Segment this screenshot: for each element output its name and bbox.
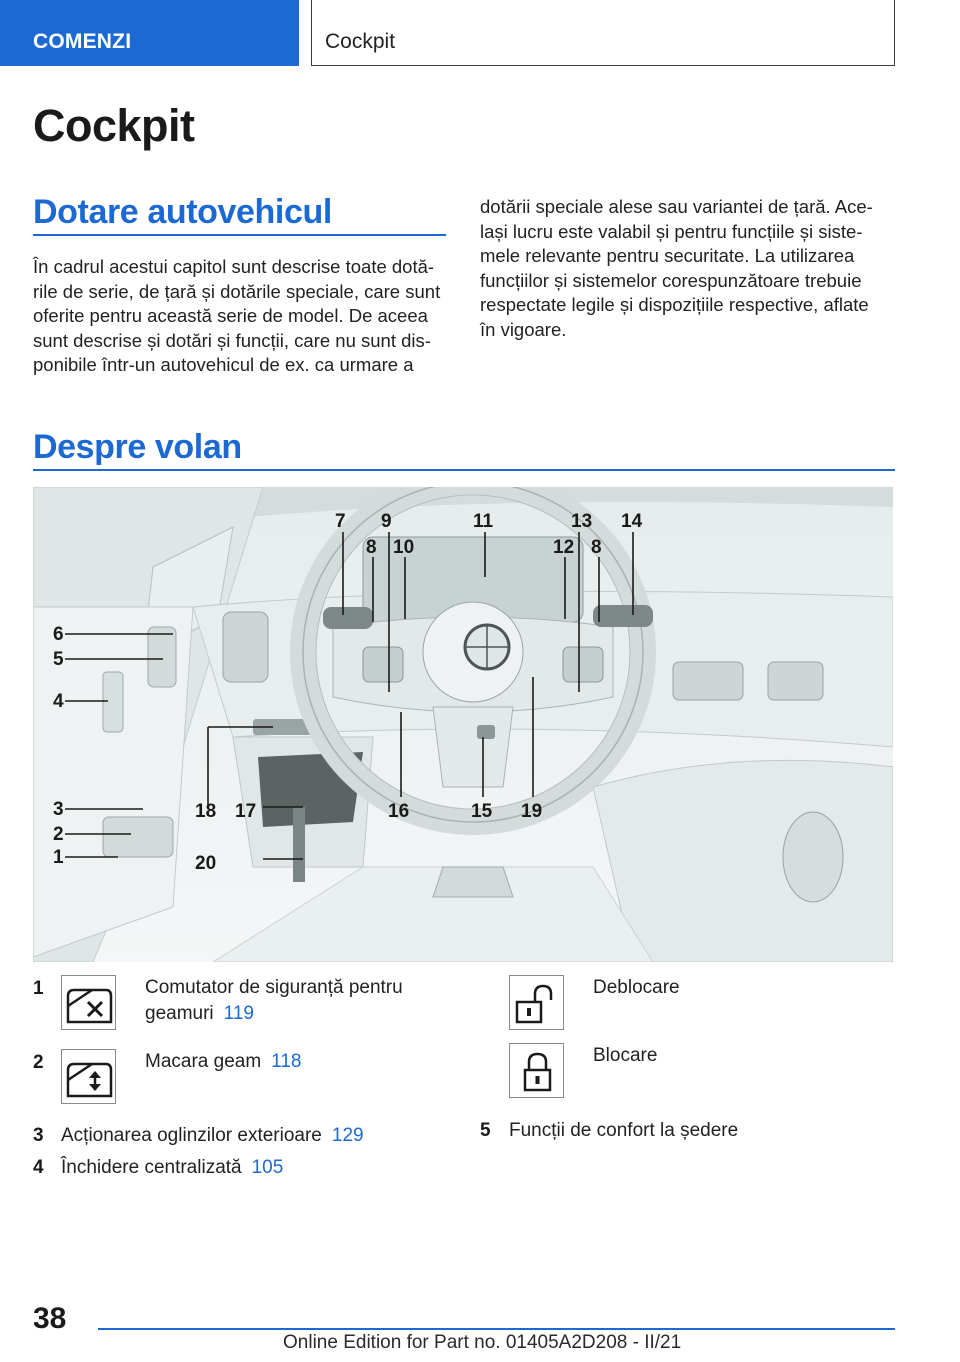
callout-18: 17 xyxy=(235,801,257,822)
section-tab[interactable]: COMENZI xyxy=(0,0,299,66)
window-safety-switch-icon xyxy=(61,975,116,1030)
footer-rule xyxy=(98,1328,895,1330)
callout-9: 9 xyxy=(381,511,392,532)
legend-item-power-window xyxy=(145,1049,301,1075)
legend-number: 3 xyxy=(33,1125,44,1146)
section-rule xyxy=(33,469,895,471)
text-line: sunt descrise și dotări și funcții, care nu sunt dis- xyxy=(33,329,431,351)
page-link[interactable]: 129 xyxy=(331,1125,364,1146)
page-number: 38 xyxy=(33,1302,67,1335)
callout-16: 15 xyxy=(471,801,493,822)
legend-number: 1 xyxy=(33,978,44,999)
callout-8-left: 8 xyxy=(366,537,377,558)
page-link[interactable]: 119 xyxy=(223,1003,254,1024)
legend-text: Închidere centralizată xyxy=(61,1157,242,1178)
callout-20: 20 xyxy=(195,853,217,874)
callout-10: 10 xyxy=(393,537,415,558)
legend-item-window-safety xyxy=(145,975,403,1027)
callout-5: 5 xyxy=(53,649,64,670)
text-line: funcțiilor și sistemelor corespunzătoare trebuie xyxy=(480,269,862,291)
page-link[interactable]: 105 xyxy=(251,1157,284,1178)
text-line: ponibile într-un autovehicul de ex. ca urmare a xyxy=(33,354,414,375)
unlock-icon xyxy=(509,975,564,1030)
cockpit-illustration xyxy=(33,487,893,962)
callout-15: 19 xyxy=(521,801,543,822)
legend-text: geamuri xyxy=(145,1003,214,1024)
text-line: mele relevante pentru securitate. La utilizarea xyxy=(480,245,855,266)
legend-number: 5 xyxy=(480,1120,491,1141)
section-rule xyxy=(33,234,446,236)
callout-13: 13 xyxy=(571,511,593,532)
callout-17: 16 xyxy=(388,801,410,822)
legend-item-mirrors xyxy=(61,1123,364,1149)
legend-text: Acționarea oglinzilor exterioare xyxy=(61,1125,322,1146)
power-window-icon xyxy=(61,1049,116,1104)
page-title: Cockpit xyxy=(33,100,195,151)
page-link[interactable]: 118 xyxy=(271,1051,302,1072)
callout-8-right: 8 xyxy=(591,537,602,558)
text-line: În cadrul acestui capitol sunt descrise toate dotă- xyxy=(33,256,435,277)
legend-number: 4 xyxy=(33,1157,44,1178)
edition-info: Online Edition for Part no. 01405A2D208 - II/21 xyxy=(283,1332,682,1353)
legend-item-lock: Blocare xyxy=(593,1045,658,1066)
intro-paragraph-right xyxy=(480,195,873,342)
text-line: dotării speciale alese sau variantei de țară. Ace- xyxy=(480,196,873,217)
text-line: oferite pentru această serie de model. De aceea xyxy=(33,305,428,326)
callout-12: 12 xyxy=(553,537,575,558)
legend-item-unlock: Deblocare xyxy=(593,977,680,998)
chapter-title: Cockpit xyxy=(325,30,396,53)
legend-text: Macara geam xyxy=(145,1051,262,1072)
text-line: rile de serie, de țară și dotările speciale, care sunt xyxy=(33,280,441,302)
callout-19: 18 xyxy=(195,801,217,822)
callout-2: 2 xyxy=(53,824,64,845)
header-frame xyxy=(311,0,895,66)
text-line: în vigoare. xyxy=(480,318,567,340)
callout-11: 11 xyxy=(473,511,494,532)
callout-1: 1 xyxy=(53,847,64,868)
callout-6: 6 xyxy=(53,624,64,645)
intro-paragraph-left xyxy=(33,255,440,378)
lock-icon xyxy=(509,1043,564,1098)
legend-text-line xyxy=(145,1001,403,1027)
text-line: respectate legile și dispozițiile respective, aflate xyxy=(480,294,869,315)
callout-7: 7 xyxy=(335,511,346,532)
callout-14: 14 xyxy=(621,511,643,532)
legend-text-line: Comutator de siguranță pentru xyxy=(145,977,403,998)
legend-number: 2 xyxy=(33,1052,44,1073)
text-line: lași lucru este valabil și pentru funcțiile și siste- xyxy=(480,220,863,242)
section-heading-volan: Despre volan xyxy=(33,428,242,466)
callout-3: 3 xyxy=(53,799,64,820)
callout-4: 4 xyxy=(53,691,64,712)
legend-item-central-locking xyxy=(61,1155,283,1181)
section-heading-dotare: Dotare autovehicul xyxy=(33,193,332,231)
legend-item-seat-comfort: Funcții de confort la ședere xyxy=(509,1120,739,1141)
